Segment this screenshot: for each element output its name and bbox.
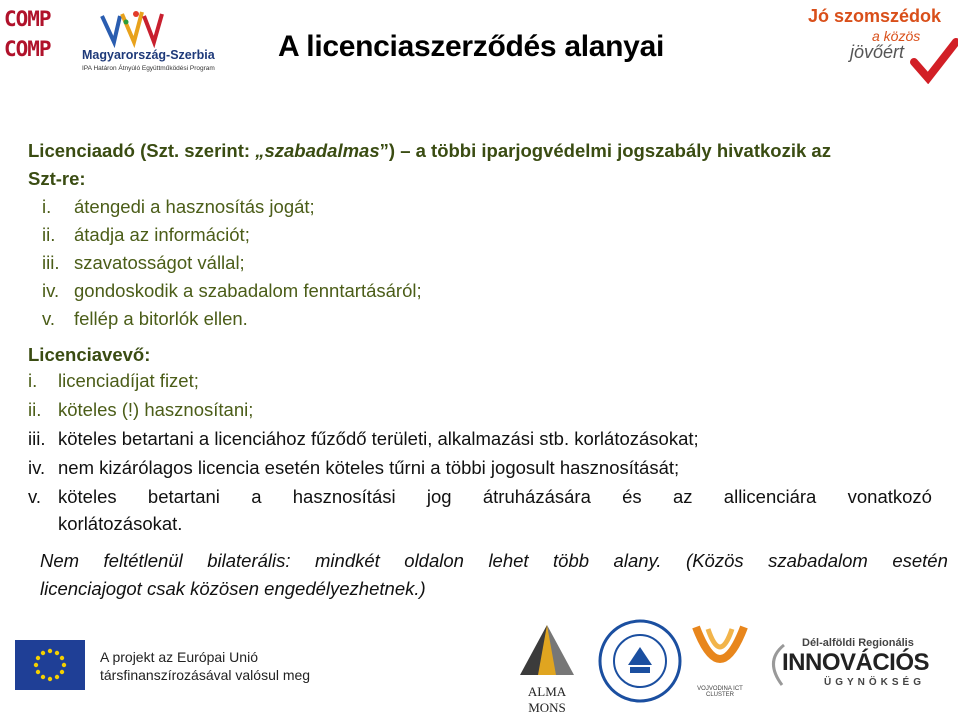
item-text: nem kizárólagos licencia esetén köteles tűrni a többi jogosult hasznosítását; bbox=[58, 457, 680, 478]
word: bilaterális: bbox=[207, 550, 291, 571]
item-num: i. bbox=[28, 370, 38, 391]
innov-line1: Dél-alföldi Regionális bbox=[802, 637, 914, 649]
word: mindkét bbox=[315, 550, 380, 571]
hu-srb-emblem-icon bbox=[82, 8, 192, 48]
hungary-serbia-logo bbox=[82, 8, 232, 78]
word: lehet bbox=[488, 550, 529, 571]
licensor-item bbox=[42, 196, 315, 218]
item-text: licenciadíjat fizet; bbox=[58, 370, 199, 391]
item-text: átengedi a hasznosítás jogát; bbox=[74, 196, 315, 217]
word: feltétlenül bbox=[103, 550, 183, 571]
licensor-item bbox=[42, 224, 250, 246]
item-num: ii. bbox=[28, 399, 42, 420]
word: jog bbox=[426, 486, 452, 507]
word: több bbox=[553, 550, 590, 571]
item-num: iii. bbox=[42, 252, 60, 273]
licensor-item bbox=[42, 308, 248, 330]
neighbours-line2: a közös bbox=[872, 28, 921, 44]
licensor-intro bbox=[28, 140, 831, 162]
innov-line3: ÜGYNÖKSÉG bbox=[824, 677, 926, 688]
word: betartani bbox=[147, 486, 220, 507]
item-num: iv. bbox=[42, 280, 60, 301]
vojvodina-text: VOJVODINA ICT CLUSTER bbox=[697, 686, 743, 698]
eu-flag-icon bbox=[15, 640, 85, 690]
item-text: szavatosságot vállal; bbox=[74, 252, 245, 273]
licensor-intro-post: ”) – a többi iparjogvédelmi jogszabály hivatkozik az bbox=[379, 140, 831, 161]
item-num: iv. bbox=[28, 457, 46, 478]
eu-text bbox=[100, 648, 310, 684]
vojvodina-icon bbox=[690, 621, 750, 681]
eu-text-line2: társfinanszírozásával valósul meg bbox=[100, 667, 311, 683]
word: köteles bbox=[58, 486, 117, 507]
neighbours-line1: Jó szomszédok bbox=[808, 6, 942, 26]
word: esetén bbox=[892, 550, 948, 571]
checkmark-icon bbox=[910, 36, 958, 84]
licensee-label: Licenciavevő: bbox=[28, 344, 151, 365]
word: hasznosítási bbox=[292, 486, 396, 507]
item-text-cont: korlátozásokat. bbox=[58, 513, 183, 534]
innovation-agency-logo bbox=[762, 637, 952, 697]
page-title: A licenciaszerződés alanyai bbox=[278, 30, 664, 63]
comp-logo bbox=[4, 4, 66, 70]
hu-srb-name: Magyarország-Szerbia bbox=[82, 48, 215, 62]
word: Nem bbox=[40, 550, 80, 571]
alma-mons-logo bbox=[508, 621, 586, 715]
word: alany. bbox=[613, 550, 662, 571]
vojvodina-logo bbox=[690, 621, 760, 701]
hu-srb-subtitle: IPA Határon Átnyúló Együttműködési Program bbox=[82, 65, 215, 72]
licensee-item bbox=[28, 457, 679, 479]
licensor-intro-pre: (Szt. szerint: bbox=[134, 140, 256, 161]
licensor-label: Licenciaadó bbox=[28, 140, 135, 161]
note-line-1 bbox=[40, 550, 948, 572]
eu-text-line1: A projekt az Európai Unió bbox=[100, 649, 258, 665]
university-seal bbox=[598, 619, 682, 703]
item-text: gondoskodik a szabadalom fenntartásáról; bbox=[74, 280, 422, 301]
licensee-item bbox=[28, 486, 932, 508]
item-num: iii. bbox=[28, 428, 46, 449]
neighbours-logo bbox=[800, 6, 956, 82]
comp-logo-line1: COMP bbox=[4, 7, 51, 31]
neighbours-line3: jövőért bbox=[850, 42, 905, 62]
licensee-item bbox=[28, 428, 699, 450]
item-text: átadja az információt; bbox=[74, 224, 250, 245]
note-line-2: licenciajogot csak közösen engedélyezhetnek.) bbox=[40, 578, 426, 599]
footer bbox=[0, 615, 960, 715]
licensee-item bbox=[28, 399, 253, 421]
licensor-quote: „szabadalmas bbox=[255, 140, 380, 161]
licensor-item bbox=[42, 252, 245, 274]
header bbox=[0, 0, 960, 100]
alma-mons-icon bbox=[508, 621, 586, 679]
word: szabadalom bbox=[768, 550, 868, 571]
word: és bbox=[622, 486, 642, 507]
licensor-intro-cont: Szt-re: bbox=[28, 168, 86, 189]
item-num: ii. bbox=[42, 224, 56, 245]
word: allicenciára bbox=[723, 486, 817, 507]
innov-swirl-icon bbox=[762, 641, 788, 687]
licensee-item bbox=[28, 370, 199, 392]
item-text: fellép a bitorlók ellen. bbox=[74, 308, 248, 329]
item-text: köteles (!) hasznosítani; bbox=[58, 399, 254, 420]
word: (Közös bbox=[686, 550, 744, 571]
item-text-justified bbox=[58, 486, 932, 508]
word: oldalon bbox=[404, 550, 464, 571]
item-num: v. bbox=[28, 486, 42, 507]
item-text: köteles betartani a licenciához fűződő területi, alkalmazási stb. korlátozásokat; bbox=[58, 428, 699, 449]
licensor-item bbox=[42, 280, 422, 302]
word: átruházására bbox=[482, 486, 591, 507]
innov-line2: INNOVÁCIÓS bbox=[782, 649, 930, 676]
alma-mons-text: ALMA MONS bbox=[527, 684, 567, 715]
item-num: v. bbox=[42, 308, 56, 329]
word: a bbox=[251, 486, 262, 507]
university-seal-icon bbox=[598, 619, 682, 703]
word: vonatkozó bbox=[847, 486, 932, 507]
comp-logo-line2: COMP bbox=[4, 37, 51, 61]
item-num: i. bbox=[42, 196, 52, 217]
word: az bbox=[672, 486, 693, 507]
